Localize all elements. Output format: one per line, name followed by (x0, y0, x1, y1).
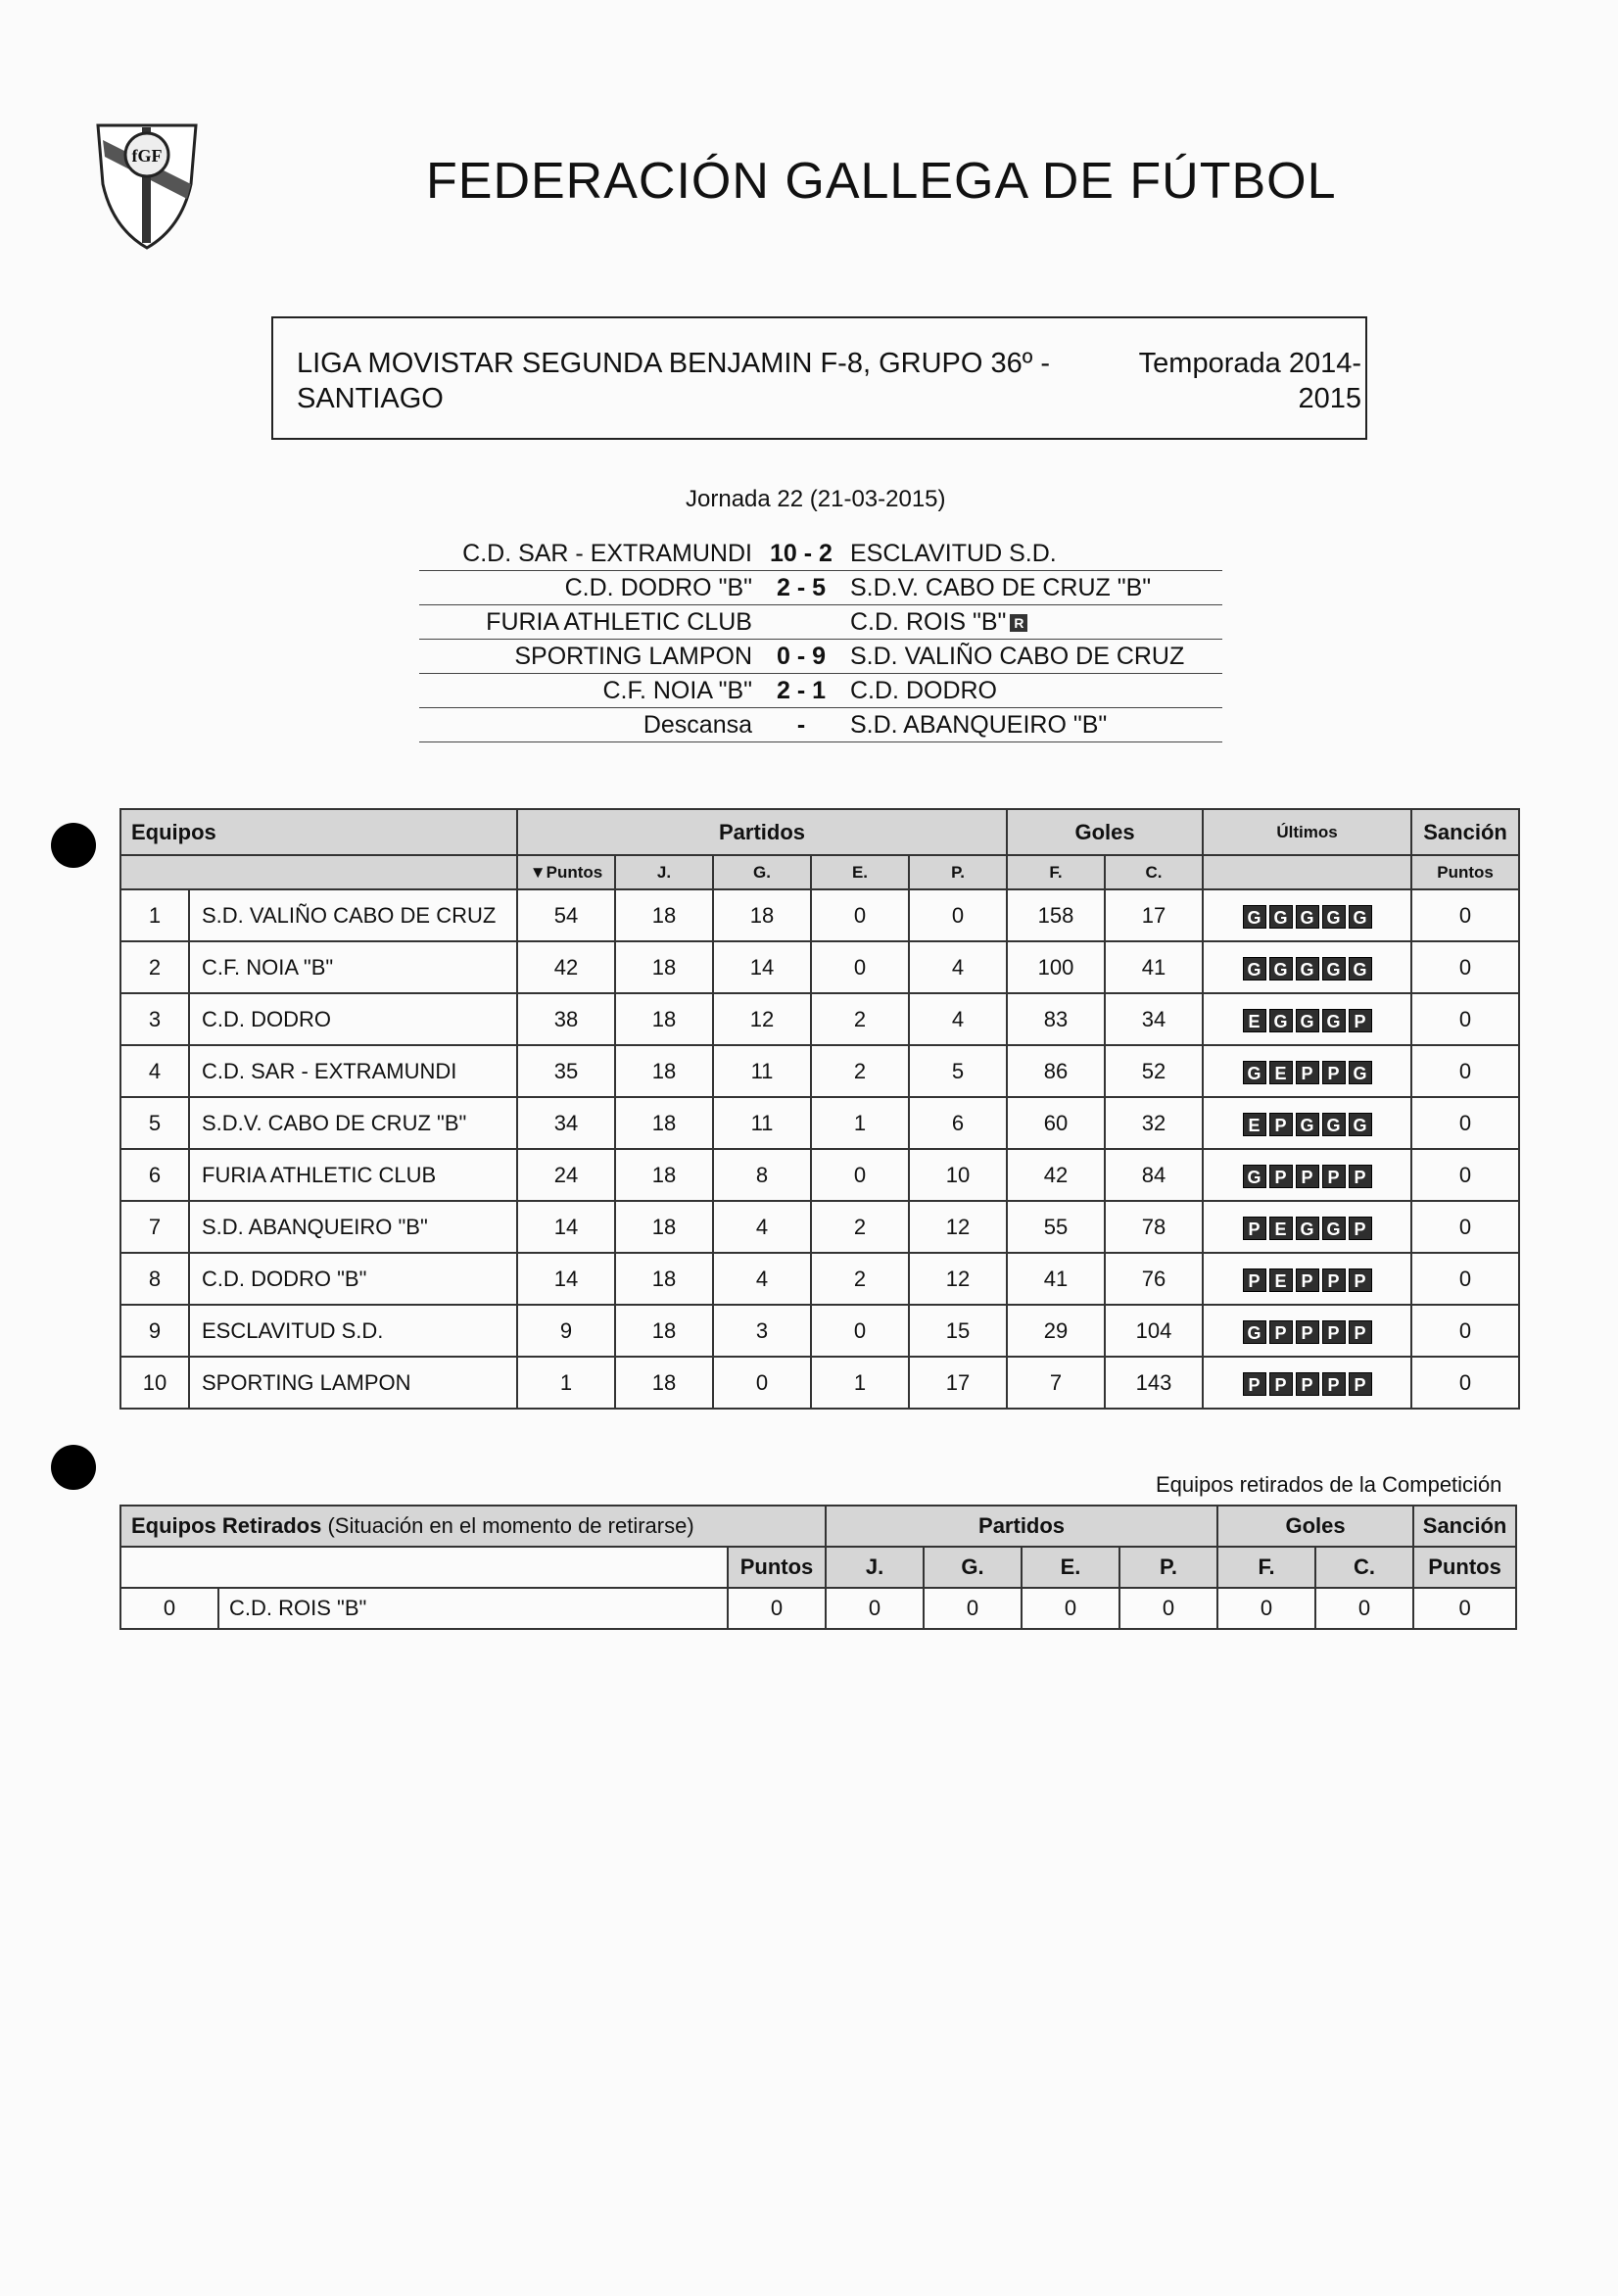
lost-cell: 10 (909, 1149, 1007, 1201)
recent-form-badges (1243, 1320, 1372, 1344)
goals-for-cell: 83 (1007, 993, 1105, 1045)
position-cell: 2 (120, 941, 189, 993)
table-row (120, 1045, 1519, 1097)
table-row (120, 941, 1519, 993)
retired-badge-icon: R (1010, 614, 1027, 632)
punch-hole (51, 823, 96, 868)
form-result-badge: G (1243, 1165, 1266, 1188)
standings-header-row (120, 809, 1519, 855)
recent-form-badges (1243, 957, 1372, 981)
fixture-home: FURIA ATHLETIC CLUB (419, 605, 762, 640)
fixture-away-cell (840, 605, 1222, 640)
header-equipos-retirados (120, 1506, 826, 1547)
table-row (120, 1305, 1519, 1357)
fixture-away: C.D. DODRO (840, 674, 1222, 708)
header-partidos: Partidos (826, 1506, 1217, 1547)
won-cell: 18 (713, 889, 811, 941)
form-result-badge: P (1349, 1165, 1372, 1188)
goals-against-cell: 41 (1105, 941, 1203, 993)
header-ultimos: Últimos (1203, 809, 1411, 855)
header-f: F. (1007, 855, 1105, 889)
fixture-row (419, 708, 1222, 742)
team-name-cell: C.D. DODRO (189, 993, 517, 1045)
fixture-score: - (762, 708, 840, 742)
header-goles: Goles (1217, 1506, 1413, 1547)
sanction-cell: 0 (1411, 1097, 1519, 1149)
drawn-cell: 2 (811, 1045, 909, 1097)
form-result-badge: P (1269, 1113, 1293, 1136)
form-result-badge: G (1269, 905, 1293, 929)
drawn-cell: 0 (811, 941, 909, 993)
points-cell: 34 (517, 1097, 615, 1149)
form-result-badge: P (1296, 1165, 1319, 1188)
sanction-cell: 0 (1411, 889, 1519, 941)
header-blank (120, 855, 517, 889)
played-cell: 18 (615, 1097, 713, 1149)
recent-form-badges (1243, 1009, 1372, 1032)
sanction-cell: 0 (1411, 1045, 1519, 1097)
drawn-cell: 0 (811, 889, 909, 941)
retired-teams-table (119, 1505, 1517, 1630)
form-result-badge: P (1243, 1372, 1266, 1396)
header-g: G. (713, 855, 811, 889)
fixture-row (419, 571, 1222, 605)
fixtures-table (419, 537, 1222, 742)
fixture-home: C.F. NOIA "B" (419, 674, 762, 708)
goals-against-cell: 32 (1105, 1097, 1203, 1149)
fixture-away: S.D. VALIÑO CABO DE CRUZ (840, 640, 1222, 674)
table-row (120, 993, 1519, 1045)
form-result-badge: G (1296, 905, 1319, 929)
won-cell: 12 (713, 993, 811, 1045)
table-row (120, 889, 1519, 941)
form-result-badge: G (1296, 1113, 1319, 1136)
form-result-badge: P (1269, 1320, 1293, 1344)
punch-hole (51, 1445, 96, 1490)
form-result-badge: P (1349, 1217, 1372, 1240)
sanction-cell: 0 (1411, 1357, 1519, 1409)
position-cell: 5 (120, 1097, 189, 1149)
form-result-badge: G (1349, 1113, 1372, 1136)
played-cell: 18 (615, 1305, 713, 1357)
form-result-badge: G (1322, 1113, 1346, 1136)
lost-cell: 4 (909, 993, 1007, 1045)
fixture-row (419, 537, 1222, 571)
league-header-box (271, 316, 1367, 440)
form-result-badge: E (1269, 1268, 1293, 1292)
drawn-cell: 1 (811, 1357, 909, 1409)
fixture-row (419, 674, 1222, 708)
position-cell: 8 (120, 1253, 189, 1305)
standings-table (119, 808, 1520, 1410)
goals-for-cell: 86 (1007, 1045, 1105, 1097)
won-cell: 4 (713, 1201, 811, 1253)
points-cell: 9 (517, 1305, 615, 1357)
position-cell: 6 (120, 1149, 189, 1201)
header-c: C. (1105, 855, 1203, 889)
played-cell: 18 (615, 889, 713, 941)
position-cell: 7 (120, 1201, 189, 1253)
recent-form-badges (1243, 1217, 1372, 1240)
points-cell: 14 (517, 1201, 615, 1253)
team-name-cell: S.D.V. CABO DE CRUZ "B" (189, 1097, 517, 1149)
standings-subheader-row (120, 855, 1519, 889)
drawn-cell: 2 (811, 993, 909, 1045)
lost-cell: 15 (909, 1305, 1007, 1357)
recent-form-badges (1243, 1061, 1372, 1084)
sanction-cell: 0 (1411, 993, 1519, 1045)
fixture-score: 2 - 5 (762, 571, 840, 605)
form-result-badge: P (1322, 1372, 1346, 1396)
header-sancion: Sanción (1411, 809, 1519, 855)
fixture-away: ESCLAVITUD S.D. (840, 537, 1222, 571)
fixture-home: C.D. SAR - EXTRAMUNDI (419, 537, 762, 571)
fixture-score: 10 - 2 (762, 537, 840, 571)
lost-cell: 0 (1119, 1588, 1217, 1629)
drawn-cell: 2 (811, 1201, 909, 1253)
team-name-cell: C.D. ROIS "B" (218, 1588, 728, 1629)
recent-form-cell (1203, 1097, 1411, 1149)
form-result-badge: P (1322, 1320, 1346, 1344)
fixture-home: Descansa (419, 708, 762, 742)
recent-form-cell (1203, 1305, 1411, 1357)
lost-cell: 4 (909, 941, 1007, 993)
retired-header-row (120, 1506, 1516, 1547)
goals-for-cell: 42 (1007, 1149, 1105, 1201)
form-result-badge: G (1243, 1061, 1266, 1084)
form-result-badge: G (1243, 957, 1266, 981)
form-result-badge: G (1322, 905, 1346, 929)
team-name-cell: S.D. VALIÑO CABO DE CRUZ (189, 889, 517, 941)
recent-form-cell (1203, 1149, 1411, 1201)
won-cell: 4 (713, 1253, 811, 1305)
played-cell: 18 (615, 1149, 713, 1201)
sanction-cell: 0 (1413, 1588, 1516, 1629)
jornada-label: Jornada 22 (21-03-2015) (686, 486, 946, 512)
table-row (120, 1253, 1519, 1305)
form-result-badge: G (1349, 1061, 1372, 1084)
played-cell: 18 (615, 993, 713, 1045)
team-name-cell: FURIA ATHLETIC CLUB (189, 1149, 517, 1201)
sanction-cell: 0 (1411, 1149, 1519, 1201)
position-cell: 10 (120, 1357, 189, 1409)
goals-against-cell: 84 (1105, 1149, 1203, 1201)
goals-for-cell: 55 (1007, 1201, 1105, 1253)
goals-for-cell: 29 (1007, 1305, 1105, 1357)
won-cell: 11 (713, 1097, 811, 1149)
form-result-badge: P (1349, 1372, 1372, 1396)
form-result-badge: G (1243, 905, 1266, 929)
fixture-row (419, 640, 1222, 674)
form-result-badge: G (1269, 957, 1293, 981)
goals-against-cell: 52 (1105, 1045, 1203, 1097)
points-cell: 38 (517, 993, 615, 1045)
fixture-away: S.D.V. CABO DE CRUZ "B" (840, 571, 1222, 605)
form-result-badge: G (1349, 957, 1372, 981)
fixture-home: C.D. DODRO "B" (419, 571, 762, 605)
recent-form-badges (1243, 1372, 1372, 1396)
header-puntos[interactable] (517, 855, 615, 889)
form-result-badge: P (1296, 1320, 1319, 1344)
sanction-cell: 0 (1411, 941, 1519, 993)
header-equipos: Equipos (120, 809, 517, 855)
team-name-cell: C.F. NOIA "B" (189, 941, 517, 993)
form-result-badge: G (1349, 905, 1372, 929)
fixture-home: SPORTING LAMPON (419, 640, 762, 674)
fixture-row (419, 605, 1222, 640)
header-j: J. (615, 855, 713, 889)
position-cell: 0 (120, 1588, 218, 1629)
form-result-badge: E (1243, 1009, 1266, 1032)
played-cell: 18 (615, 1357, 713, 1409)
won-cell: 0 (713, 1357, 811, 1409)
header-sancion-puntos: Puntos (1413, 1547, 1516, 1588)
lost-cell: 12 (909, 1253, 1007, 1305)
goals-for-cell: 0 (1217, 1588, 1315, 1629)
recent-form-badges (1243, 1268, 1372, 1292)
season-label: Temporada 2014-2015 (1138, 348, 1361, 414)
lost-cell: 0 (909, 889, 1007, 941)
header-sancion: Sanción (1413, 1506, 1516, 1547)
form-result-badge: G (1269, 1009, 1293, 1032)
header-c: C. (1315, 1547, 1413, 1588)
header-goles: Goles (1007, 809, 1203, 855)
points-cell: 35 (517, 1045, 615, 1097)
table-row (120, 1149, 1519, 1201)
team-name-cell: SPORTING LAMPON (189, 1357, 517, 1409)
recent-form-cell (1203, 993, 1411, 1045)
sanction-cell: 0 (1411, 1201, 1519, 1253)
form-result-badge: P (1349, 1009, 1372, 1032)
team-name-cell: S.D. ABANQUEIRO "B" (189, 1201, 517, 1253)
won-cell: 11 (713, 1045, 811, 1097)
header-equipos-retirados-label: Equipos Retirados (131, 1513, 322, 1538)
position-cell: 4 (120, 1045, 189, 1097)
lost-cell: 5 (909, 1045, 1007, 1097)
form-result-badge: P (1322, 1268, 1346, 1292)
fixture-away: S.D. ABANQUEIRO "B" (840, 708, 1222, 742)
recent-form-badges (1243, 1113, 1372, 1136)
table-row (120, 1097, 1519, 1149)
form-result-badge: G (1322, 1217, 1346, 1240)
recent-form-badges (1243, 905, 1372, 929)
form-result-badge: P (1349, 1268, 1372, 1292)
recent-form-cell (1203, 1253, 1411, 1305)
recent-form-cell (1203, 1201, 1411, 1253)
goals-for-cell: 158 (1007, 889, 1105, 941)
form-result-badge: P (1269, 1165, 1293, 1188)
lost-cell: 17 (909, 1357, 1007, 1409)
form-result-badge: G (1296, 1009, 1319, 1032)
header-g: G. (924, 1547, 1022, 1588)
header-puntos: Puntos (728, 1547, 826, 1588)
sanction-cell: 0 (1411, 1305, 1519, 1357)
recent-form-cell (1203, 1045, 1411, 1097)
header-blank (1203, 855, 1411, 889)
goals-against-cell: 0 (1315, 1588, 1413, 1629)
table-row (120, 1588, 1516, 1629)
header-e: E. (1022, 1547, 1119, 1588)
points-cell: 1 (517, 1357, 615, 1409)
played-cell: 0 (826, 1588, 924, 1629)
header-p: P. (909, 855, 1007, 889)
federation-crest-logo (93, 116, 201, 253)
retired-subheader-row (120, 1547, 1516, 1588)
form-result-badge: P (1269, 1372, 1293, 1396)
sort-desc-icon: ▼ (529, 862, 547, 882)
league-name: LIGA MOVISTAR SEGUNDA BENJAMIN F-8, GRUPO 36º - SANTIAGO (297, 348, 1051, 414)
form-result-badge: G (1322, 1009, 1346, 1032)
won-cell: 3 (713, 1305, 811, 1357)
points-cell: 54 (517, 889, 615, 941)
form-result-badge: P (1322, 1165, 1346, 1188)
fixture-score: 0 - 9 (762, 640, 840, 674)
header-equipos-retirados-note: (Situación en el momento de retirarse) (327, 1513, 694, 1538)
points-cell: 0 (728, 1588, 826, 1629)
form-result-badge: E (1269, 1061, 1293, 1084)
form-result-badge: G (1243, 1320, 1266, 1344)
header-p: P. (1119, 1547, 1217, 1588)
form-result-badge: G (1296, 1217, 1319, 1240)
won-cell: 14 (713, 941, 811, 993)
fixture-away: C.D. ROIS "B" (850, 607, 1007, 636)
goals-for-cell: 60 (1007, 1097, 1105, 1149)
table-row (120, 1201, 1519, 1253)
lost-cell: 12 (909, 1201, 1007, 1253)
header-f: F. (1217, 1547, 1315, 1588)
goals-against-cell: 34 (1105, 993, 1203, 1045)
drawn-cell: 1 (811, 1097, 909, 1149)
form-result-badge: G (1322, 957, 1346, 981)
team-name-cell: C.D. SAR - EXTRAMUNDI (189, 1045, 517, 1097)
goals-for-cell: 100 (1007, 941, 1105, 993)
played-cell: 18 (615, 941, 713, 993)
crest-letters: fGF (131, 146, 163, 166)
position-cell: 1 (120, 889, 189, 941)
position-cell: 9 (120, 1305, 189, 1357)
recent-form-cell (1203, 941, 1411, 993)
header-blank (120, 1547, 728, 1588)
played-cell: 18 (615, 1253, 713, 1305)
team-name-cell: ESCLAVITUD S.D. (189, 1305, 517, 1357)
form-result-badge: G (1296, 957, 1319, 981)
table-row (120, 1357, 1519, 1409)
points-cell: 14 (517, 1253, 615, 1305)
position-cell: 3 (120, 993, 189, 1045)
goals-against-cell: 143 (1105, 1357, 1203, 1409)
header-sancion-puntos: Puntos (1411, 855, 1519, 889)
recent-form-badges (1243, 1165, 1372, 1188)
form-result-badge: E (1269, 1217, 1293, 1240)
won-cell: 8 (713, 1149, 811, 1201)
recent-form-cell (1203, 889, 1411, 941)
federation-title: FEDERACIÓN GALLEGA DE FÚTBOL (426, 153, 1337, 210)
points-cell: 42 (517, 941, 615, 993)
header-partidos: Partidos (517, 809, 1007, 855)
won-cell: 0 (924, 1588, 1022, 1629)
lost-cell: 6 (909, 1097, 1007, 1149)
retired-teams-caption: Equipos retirados de la Competición (1156, 1472, 1502, 1497)
drawn-cell: 2 (811, 1253, 909, 1305)
sanction-cell: 0 (1411, 1253, 1519, 1305)
form-result-badge: P (1296, 1372, 1319, 1396)
form-result-badge: P (1296, 1268, 1319, 1292)
team-name-cell: C.D. DODRO "B" (189, 1253, 517, 1305)
fixture-score (762, 605, 840, 640)
points-cell: 24 (517, 1149, 615, 1201)
form-result-badge: P (1322, 1061, 1346, 1084)
played-cell: 18 (615, 1201, 713, 1253)
goals-against-cell: 76 (1105, 1253, 1203, 1305)
form-result-badge: P (1243, 1217, 1266, 1240)
header-e: E. (811, 855, 909, 889)
form-result-badge: P (1243, 1268, 1266, 1292)
form-result-badge: P (1349, 1320, 1372, 1344)
goals-against-cell: 104 (1105, 1305, 1203, 1357)
goals-for-cell: 7 (1007, 1357, 1105, 1409)
recent-form-cell (1203, 1357, 1411, 1409)
drawn-cell: 0 (811, 1305, 909, 1357)
played-cell: 18 (615, 1045, 713, 1097)
header-j: J. (826, 1547, 924, 1588)
form-result-badge: E (1243, 1113, 1266, 1136)
header-puntos-label: Puntos (546, 862, 603, 882)
goals-against-cell: 78 (1105, 1201, 1203, 1253)
form-result-badge: P (1296, 1061, 1319, 1084)
goals-against-cell: 17 (1105, 889, 1203, 941)
fixture-score: 2 - 1 (762, 674, 840, 708)
goals-for-cell: 41 (1007, 1253, 1105, 1305)
drawn-cell: 0 (1022, 1588, 1119, 1629)
drawn-cell: 0 (811, 1149, 909, 1201)
